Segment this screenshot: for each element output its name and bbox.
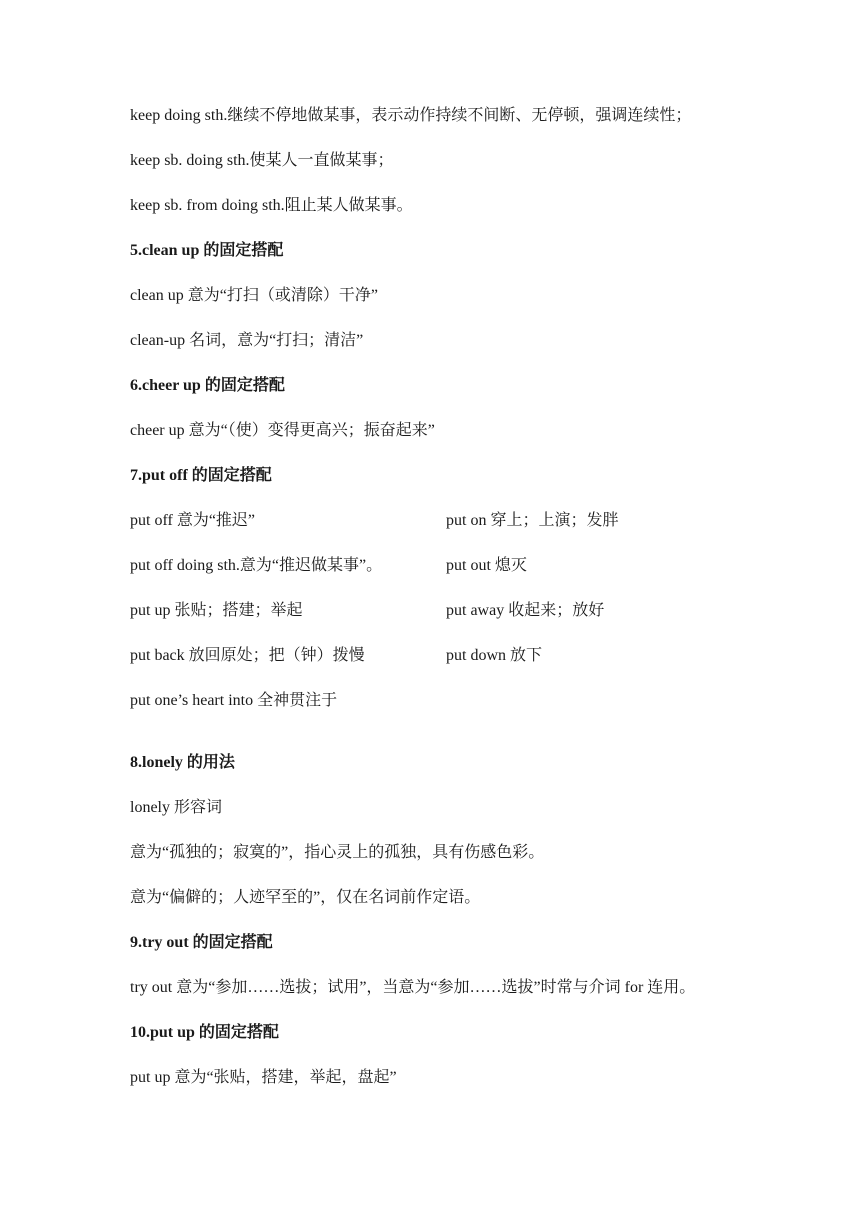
- section-heading-clean-up: 5.clean up 的固定搭配: [130, 242, 284, 259]
- cheer-up-meaning-line: cheer up 意为“（使）变得更高兴；振奋起来”: [130, 422, 435, 439]
- section-heading-cheer-up: 6.cheer up 的固定搭配: [130, 377, 285, 394]
- put-phrase-right: put out 熄灭: [446, 557, 527, 574]
- put-phrase-right: put away 收起来；放好: [446, 602, 605, 619]
- put-up-meaning-line: put up 意为“张贴，搭建，举起，盘起”: [130, 1069, 397, 1086]
- keep-sb-from-line: keep sb. from doing sth.阻止某人做某事。: [130, 197, 413, 214]
- section-heading-lonely: 8.lonely 的用法: [130, 754, 235, 771]
- try-out-meaning-line: try out 意为“参加……选拔；试用”，当意为“参加……选拔”时常与介词 for 连用。: [130, 979, 696, 996]
- lonely-meaning-1-line: 意为“孤独的；寂寞的”，指心灵上的孤独，具有伤感色彩。: [130, 844, 545, 861]
- put-phrase-left: put off doing sth.意为“推迟做某事”。: [130, 557, 383, 574]
- put-phrase-left: put off 意为“推迟”: [130, 512, 256, 529]
- keep-sb-doing-line: keep sb. doing sth.使某人一直做某事；: [130, 152, 394, 169]
- lonely-pos-line: lonely 形容词: [130, 799, 222, 816]
- put-phrase-right: put on 穿上；上演；发胖: [446, 512, 619, 529]
- section-heading-put-off: 7.put off 的固定搭配: [130, 467, 272, 484]
- keep-doing-line: keep doing sth.继续不停地做某事，表示动作持续不间断、无停顿，强调连续性；: [130, 107, 692, 124]
- put-phrase-left: put back 放回原处；把（钟）拨慢: [130, 647, 365, 664]
- section-heading-put-up: 10.put up 的固定搭配: [130, 1024, 279, 1041]
- put-heart-into-line: put one’s heart into 全神贯注于: [130, 692, 338, 709]
- clean-up-noun-line: clean-up 名词，意为“打扫；清洁”: [130, 332, 364, 349]
- clean-up-meaning-line: clean up 意为“打扫（或清除）干净”: [130, 287, 378, 304]
- put-phrase-right: put down 放下: [446, 647, 543, 664]
- section-heading-try-out: 9.try out 的固定搭配: [130, 934, 273, 951]
- lonely-meaning-2-line: 意为“偏僻的；人迹罕至的”，仅在名词前作定语。: [130, 889, 481, 906]
- put-phrase-left: put up 张贴；搭建；举起: [130, 602, 303, 619]
